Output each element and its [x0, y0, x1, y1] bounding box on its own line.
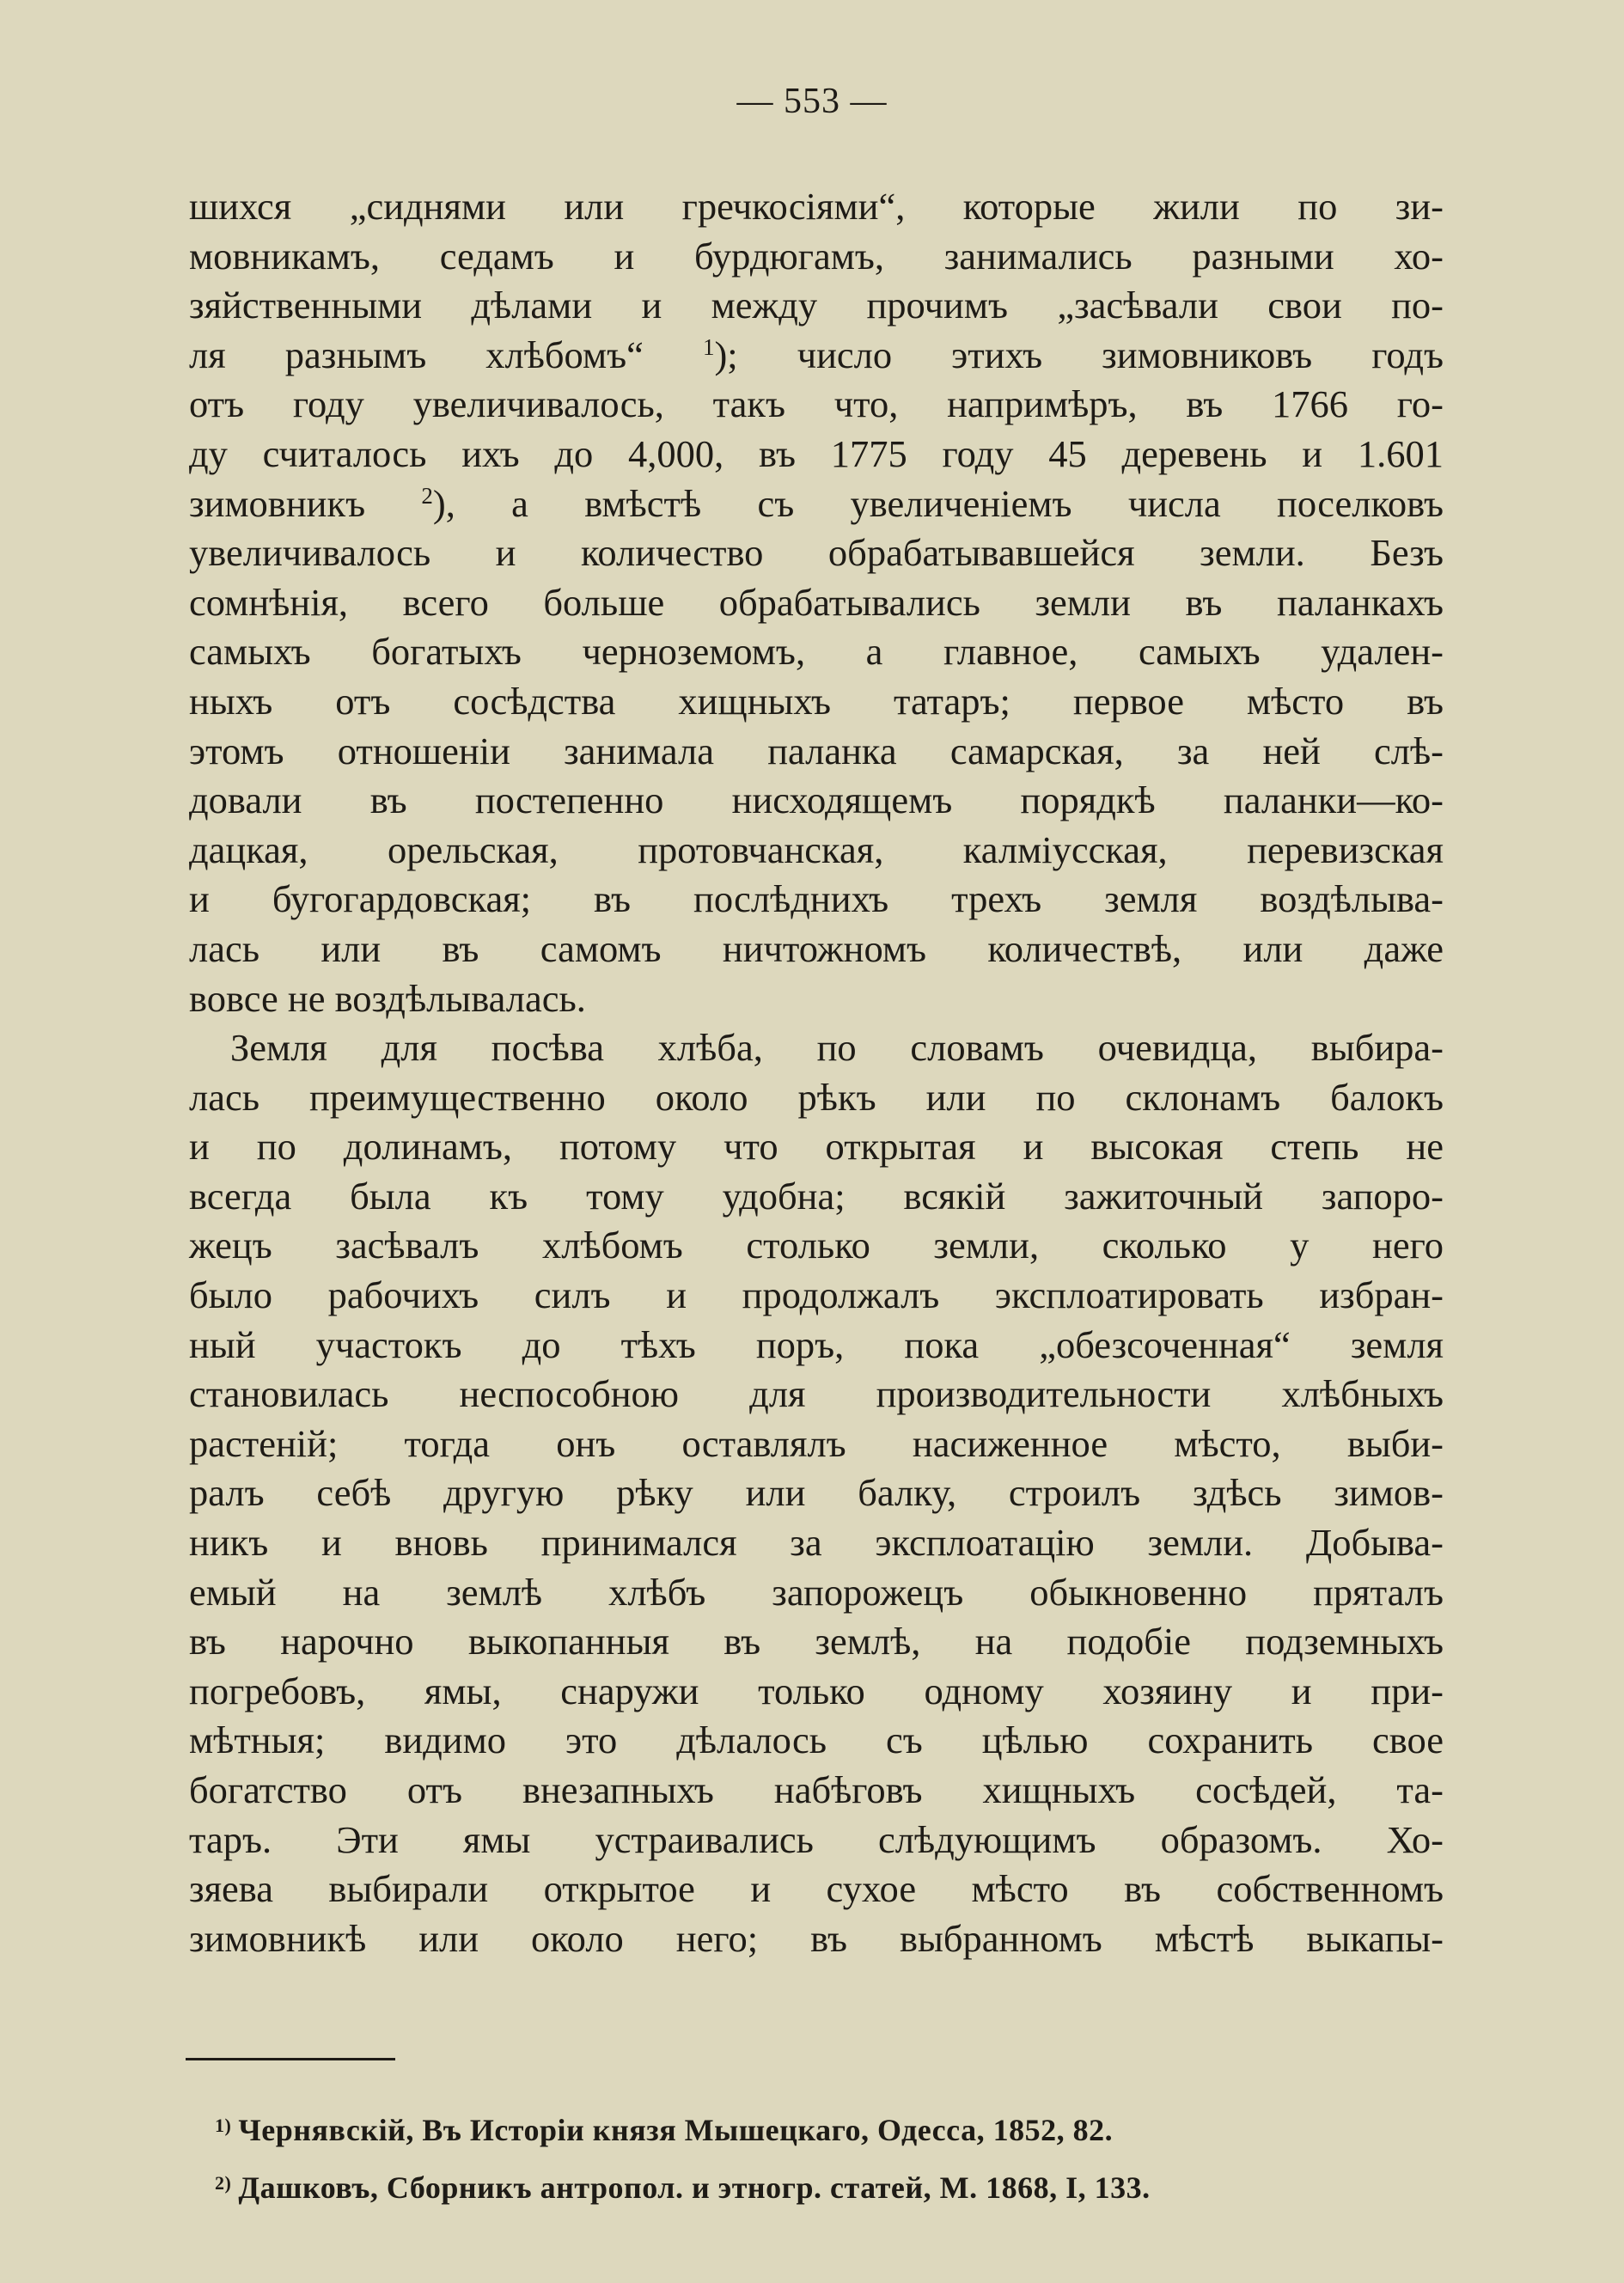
- text-line: богатство отъ внезапныхъ набѣговъ хищныхъ сосѣдей, та-: [189, 1768, 1444, 1811]
- text-line: всегда была къ тому удобна; всякій зажиточный запоро-: [189, 1174, 1444, 1218]
- footnote-text: Дашковъ, Сборникъ антропол. и этногр. статей, М. 1868, I, 133.: [238, 2170, 1151, 2205]
- text-line: никъ и вновь принимался за эксплоатацію земли. Добыва-: [189, 1521, 1444, 1565]
- footnote-ref: 2: [421, 482, 433, 509]
- text-line: зяева выбирали открытое и сухое мѣсто въ собственномъ: [189, 1867, 1444, 1911]
- text-line: въ нарочно выкопанныя въ землѣ, на подобіе подземныхъ: [189, 1620, 1444, 1663]
- text-line: жецъ засѣвалъ хлѣбомъ столько земли, сколько у него: [189, 1224, 1444, 1267]
- text-line: этомъ отношеніи занимала паланка самарская, за ней слѣ-: [189, 729, 1444, 772]
- footnote-text: Чернявскій, Въ Исторіи князя Мышецкаго, Одесса, 1852, 82.: [238, 2113, 1114, 2147]
- text-line: емый на землѣ хлѣбъ запорожецъ обыкновенно пряталъ: [189, 1570, 1444, 1614]
- text-line: и бугогардовская; въ послѣднихъ трехъ земля воздѣлыва-: [189, 877, 1444, 921]
- text-line: растеній; тогда онъ оставлялъ насиженное мѣсто, выби-: [189, 1421, 1444, 1465]
- text-line: таръ. Эти ямы устраивались слѣдующимъ образомъ. Хо-: [189, 1817, 1444, 1861]
- text-line: зяйственными дѣлами и между прочимъ „засѣвали свои по-: [189, 284, 1444, 327]
- text-line: было рабочихъ силъ и продолжалъ эксплоатировать избран-: [189, 1273, 1444, 1317]
- footnote-separator: [186, 2058, 395, 2060]
- page-number: — 553 —: [736, 82, 888, 121]
- text-line: вовсе не воздѣлывалась.: [189, 976, 586, 1020]
- text-line: отъ году увеличивалось, такъ что, напримѣръ, въ 1766 го-: [189, 382, 1444, 426]
- text-line: довали въ постепенно нисходящемъ порядкѣ паланки—ко-: [189, 778, 1444, 822]
- text-line: зимовникъ $^2$), а вмѣстѣ съ увеличеніемъ числа поселковъ: [189, 481, 1444, 525]
- text-line: становилась неспособною для производительности хлѣбныхъ: [189, 1372, 1444, 1416]
- text-line: зимовникѣ или около него; въ выбранномъ мѣстѣ выкапы-: [189, 1916, 1444, 1960]
- footnotes: [215, 2099, 1418, 2214]
- text-line: сомнѣнія, всего больше обрабатывались земли въ паланкахъ: [189, 580, 1444, 624]
- text-line: и по долинамъ, потому что открытая и высокая степь не: [189, 1125, 1444, 1169]
- paragraph-2: [189, 1023, 1444, 1963]
- text-line: погребовъ, ямы, снаружи только одному хозяину и при-: [189, 1669, 1444, 1712]
- text-line: мовникамъ, седамъ и бурдюгамъ, занимались разными хо-: [189, 234, 1444, 278]
- footnote-marker: 2): [215, 2172, 232, 2194]
- footnote-ref: 1: [702, 333, 715, 360]
- text-line: ныхъ отъ сосѣдства хищныхъ татаръ; первое мѣсто въ: [189, 679, 1444, 723]
- text-line: Земля для посѣва хлѣба, по словамъ очевидца, выбира-: [230, 1026, 1444, 1070]
- footnote-marker: 1): [215, 2115, 232, 2136]
- text-line: шихся „сиднями или гречкосіями“, которые жили по зи-: [189, 185, 1444, 228]
- footnote-1: [215, 2099, 1418, 2157]
- footnote-2: [215, 2157, 1418, 2214]
- text-line: мѣтныя; видимо это дѣлалось съ цѣлью сохранить свое: [189, 1718, 1444, 1762]
- text-line: дацкая, орельская, протовчанская, калміусская, перевизская: [189, 827, 1444, 871]
- body-text: [189, 182, 1444, 1963]
- text-line: ду считалось ихъ до 4,000, въ 1775 году 45 деревень и 1.601: [189, 431, 1444, 475]
- text-line: увеличивалось и количество обрабатывавшейся земли. Безъ: [189, 531, 1444, 575]
- text-line: ный участокъ до тѣхъ поръ, пока „обезсоченная“ земля: [189, 1322, 1444, 1366]
- text-line: лась или въ самомъ ничтожномъ количествѣ, или даже: [189, 926, 1444, 970]
- paragraph-1: [189, 182, 1444, 1023]
- text-line: ралъ себѣ другую рѣку или балку, строилъ здѣсь зимов-: [189, 1471, 1444, 1515]
- text-line: самыхъ богатыхъ черноземомъ, а главное, самыхъ удален-: [189, 630, 1444, 674]
- text-line: ля разнымъ хлѣбомъ“ $^1$); число этихъ зимовниковъ годъ: [189, 333, 1444, 376]
- text-line: лась преимущественно около рѣкъ или по склонамъ балокъ: [189, 1075, 1444, 1119]
